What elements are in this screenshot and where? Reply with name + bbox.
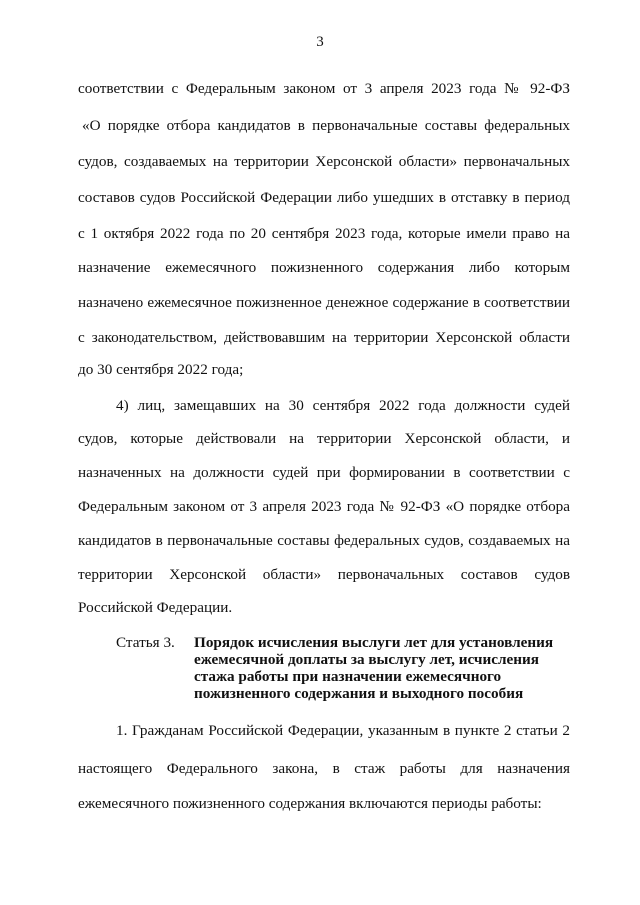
page-number: 3	[316, 34, 324, 50]
paragraph-2-line-5: кандидатов в первоначальные составы федеральных судов, создаваемых на	[78, 532, 570, 549]
paragraph-2-line-2: судов, которые действовали на территории Херсонской области, и	[78, 430, 570, 447]
paragraph-2-line-4: Федеральным законом от 3 апреля 2023 года № 92-ФЗ «О порядке отбора	[78, 498, 570, 515]
paragraph-1-line-5: с 1 октября 2022 года по 20 сентября 2023 года, которые имели право на	[78, 225, 570, 242]
paragraph-2-line-1: 4) лиц, замещавших на 30 сентября 2022 года должности судей	[116, 397, 570, 414]
article-title-line-2: ежемесячной доплаты за выслугу лет, исчисления	[194, 651, 539, 668]
paragraph-3-line-2: настоящего Федерального закона, в стаж работы для назначения	[78, 760, 570, 777]
paragraph-1-line-2: «О порядке отбора кандидатов в первоначальные составы федеральных	[82, 117, 570, 134]
article-title-line-4: пожизненного содержания и выходного пособия	[194, 685, 524, 702]
article-title	[194, 634, 576, 702]
paragraph-1-line-1: соответствии с Федеральным законом от 3 апреля 2023 года № 92-ФЗ	[78, 80, 570, 97]
paragraph-1-line-8: с законодательством, действовавшим на территории Херсонской области	[78, 329, 570, 346]
article-title-line-1: Порядок исчисления выслуги лет для установления	[194, 634, 554, 651]
paragraph-1-line-7: назначено ежемесячное пожизненное денежное содержание в соответствии	[78, 294, 570, 311]
paragraph-1-line-3: судов, создаваемых на территории Херсонской области» первоначальных	[78, 153, 570, 170]
paragraph-2-line-7: Российской Федерации.	[78, 599, 233, 616]
paragraph-1-line-4: составов судов Российской Федерации либо ушедших в отставку в период	[78, 189, 570, 206]
paragraph-1-line-6: назначение ежемесячного пожизненного содержания либо которым	[78, 259, 570, 276]
paragraph-3-line-3: ежемесячного пожизненного содержания включаются периоды работы:	[78, 795, 542, 812]
article-label: Статья 3.	[116, 634, 175, 651]
paragraph-1-line-9: до 30 сентября 2022 года;	[78, 361, 244, 378]
paragraph-2-line-6: территории Херсонской области» первоначальных составов судов	[78, 566, 570, 583]
article-title-line-3: стажа работы при назначении ежемесячного	[194, 668, 502, 685]
paragraph-2-line-3: назначенных на должности судей при формировании в соответствии с	[78, 464, 570, 481]
paragraph-3-line-1: 1. Гражданам Российской Федерации, указанным в пункте 2 статьи 2	[116, 722, 570, 739]
